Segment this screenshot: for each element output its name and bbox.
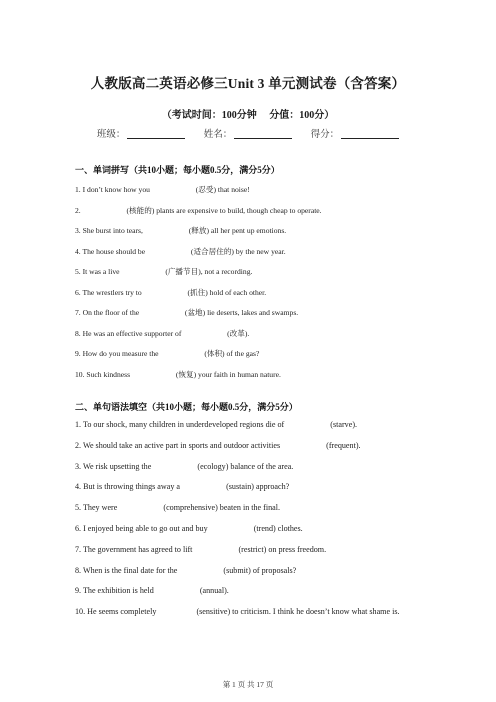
list-item: 10. Such kindness (恢复) your faith in human nature. bbox=[75, 369, 281, 379]
list-item: 6. I enjoyed being able to go out and buy (trend) clothes. bbox=[75, 523, 303, 533]
list-item: 1. I don’t know how you (忍受) that noise! bbox=[75, 185, 250, 194]
list-item: 2. (核能的) plants are expensive to build, though cheap to operate. bbox=[75, 205, 322, 215]
section-1-list bbox=[75, 184, 456, 389]
section-2-list bbox=[75, 420, 456, 628]
list-item: 8. He was an effective supporter of (改革). bbox=[75, 328, 250, 338]
class-blank bbox=[127, 138, 185, 139]
section-1-title: 一、单词拼写（共10小题；每小题0.5分，满分5分） bbox=[75, 165, 280, 175]
score-blank bbox=[341, 138, 399, 139]
list-item: 7. The government has agreed to lift (restrict) on press freedom. bbox=[75, 544, 327, 554]
list-item: 1. To our shock, many children in underdeveloped regions die of (starve). bbox=[75, 420, 358, 429]
list-item: 3. She burst into tears, (释放) all her pent up emotions. bbox=[75, 226, 287, 235]
name-label: 姓名： bbox=[203, 130, 233, 140]
list-item: 5. They were (comprehensive) beaten in the final. bbox=[75, 503, 281, 513]
list-item: 3. We risk upsetting the (ecology) balance of the area. bbox=[75, 461, 294, 471]
list-item: 7. On the floor of the (盆地) lie deserts, lakes and swamps. bbox=[75, 308, 299, 317]
student-info bbox=[0, 126, 496, 140]
list-item: 4. The house should be (适合居住的) by the new year. bbox=[75, 246, 286, 256]
list-item: 5. It was a live (广播节目), not a recording. bbox=[75, 267, 253, 276]
class-field bbox=[97, 126, 186, 140]
class-label: 班级： bbox=[96, 130, 126, 140]
page-number: 第 1 页 共 17 页 bbox=[222, 680, 274, 689]
exam-time: （考试时间：100分钟 bbox=[161, 110, 257, 121]
name-blank bbox=[234, 138, 292, 139]
exam-meta bbox=[0, 106, 496, 121]
section-2-title: 二、单句语法填空（共10小题；每小题0.5分，满分5分） bbox=[75, 402, 298, 412]
list-item: 6. The wrestlers try to (抓住) hold of each other. bbox=[75, 287, 267, 297]
list-item: 8. When is the final date for the (submit) of proposals? bbox=[75, 565, 297, 575]
document-title: 人教版高二英语必修三Unit 3 单元测试卷（含答案） bbox=[90, 76, 406, 91]
list-item: 4. But is throwing things away a (sustain) approach? bbox=[75, 482, 290, 492]
exam-score: 分值：100分） bbox=[269, 110, 335, 121]
list-item: 9. The exhibition is held (annual). bbox=[75, 586, 229, 596]
score-label: 得分： bbox=[310, 130, 340, 140]
score-field bbox=[311, 126, 400, 140]
list-item: 2. We should take an active part in sports and outdoor activities (frequent). bbox=[75, 440, 361, 450]
list-item: 9. How do you measure the (体积) of the gas? bbox=[75, 349, 260, 358]
name-field bbox=[204, 126, 293, 140]
list-item: 10. He seems completely (sensitive) to criticism. I think he doesn’t know what shame is. bbox=[75, 607, 400, 617]
